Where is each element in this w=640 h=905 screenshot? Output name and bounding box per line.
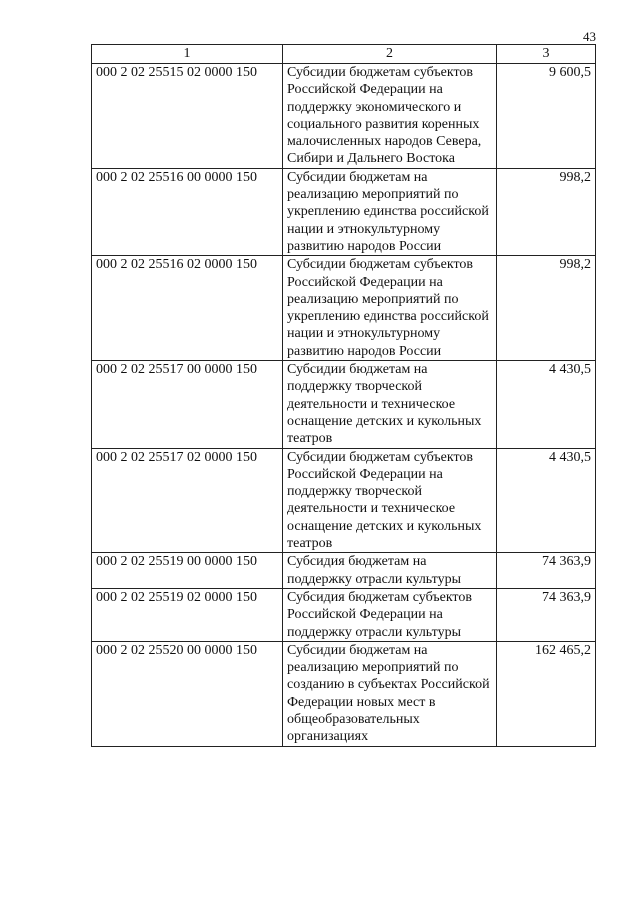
- table-row: [92, 553, 596, 589]
- amount-cell: 4 430,5: [497, 361, 596, 448]
- revenue-name-cell: Субсидия бюджетам субъектов Российской Федерации на поддержку отрасли культуры: [283, 588, 497, 641]
- amount-cell: 74 363,9: [497, 588, 596, 641]
- revenue-name-cell: Субсидии бюджетам субъектов Российской Федерации на поддержку творческой деятельности и техническое оснащение детских и кукольных театров: [283, 448, 497, 553]
- table-row: [92, 641, 596, 746]
- revenue-name-cell: Субсидии бюджетам субъектов Российской Федерации на поддержку экономического и социального развития коренных малочисленных народов Севера, Сибири и Дальнего Востока: [283, 64, 497, 169]
- revenue-name-cell: Субсидии бюджетам на поддержку творческой деятельности и техническое оснащение детских и кукольных театров: [283, 361, 497, 448]
- table-row: [92, 168, 596, 255]
- column-header-code: 1: [92, 45, 283, 64]
- amount-cell: 998,2: [497, 168, 596, 255]
- table-header-row: [92, 45, 596, 64]
- table-row: [92, 64, 596, 169]
- table-row: [92, 361, 596, 448]
- budget-revenue-table: [91, 44, 596, 747]
- table-row: [92, 448, 596, 553]
- budget-code-cell: 000 2 02 25517 00 0000 150: [92, 361, 283, 448]
- revenue-name-cell: Субсидии бюджетам субъектов Российской Федерации на реализацию мероприятий по укреплению единства российской нации и этнокультурному развитию народов России: [283, 256, 497, 361]
- budget-code-cell: 000 2 02 25520 00 0000 150: [92, 641, 283, 746]
- amount-cell: 74 363,9: [497, 553, 596, 589]
- budget-code-cell: 000 2 02 25517 02 0000 150: [92, 448, 283, 553]
- column-header-amount: 3: [497, 45, 596, 64]
- table-row: [92, 588, 596, 641]
- page-number: 43: [583, 29, 596, 44]
- amount-cell: 9 600,5: [497, 64, 596, 169]
- revenue-name-cell: Субсидии бюджетам на реализацию мероприятий по укреплению единства российской нации и этнокультурному развитию народов России: [283, 168, 497, 255]
- revenue-name-cell: Субсидии бюджетам на реализацию мероприятий по созданию в субъектах Российской Федерации новых мест в общеобразовательных организациях: [283, 641, 497, 746]
- amount-cell: 4 430,5: [497, 448, 596, 553]
- amount-cell: 162 465,2: [497, 641, 596, 746]
- budget-code-cell: 000 2 02 25519 00 0000 150: [92, 553, 283, 589]
- table-row: [92, 256, 596, 361]
- revenue-name-cell: Субсидия бюджетам на поддержку отрасли культуры: [283, 553, 497, 589]
- column-header-name: 2: [283, 45, 497, 64]
- amount-cell: 998,2: [497, 256, 596, 361]
- budget-code-cell: 000 2 02 25515 02 0000 150: [92, 64, 283, 169]
- budget-code-cell: 000 2 02 25516 00 0000 150: [92, 168, 283, 255]
- budget-code-cell: 000 2 02 25519 02 0000 150: [92, 588, 283, 641]
- budget-code-cell: 000 2 02 25516 02 0000 150: [92, 256, 283, 361]
